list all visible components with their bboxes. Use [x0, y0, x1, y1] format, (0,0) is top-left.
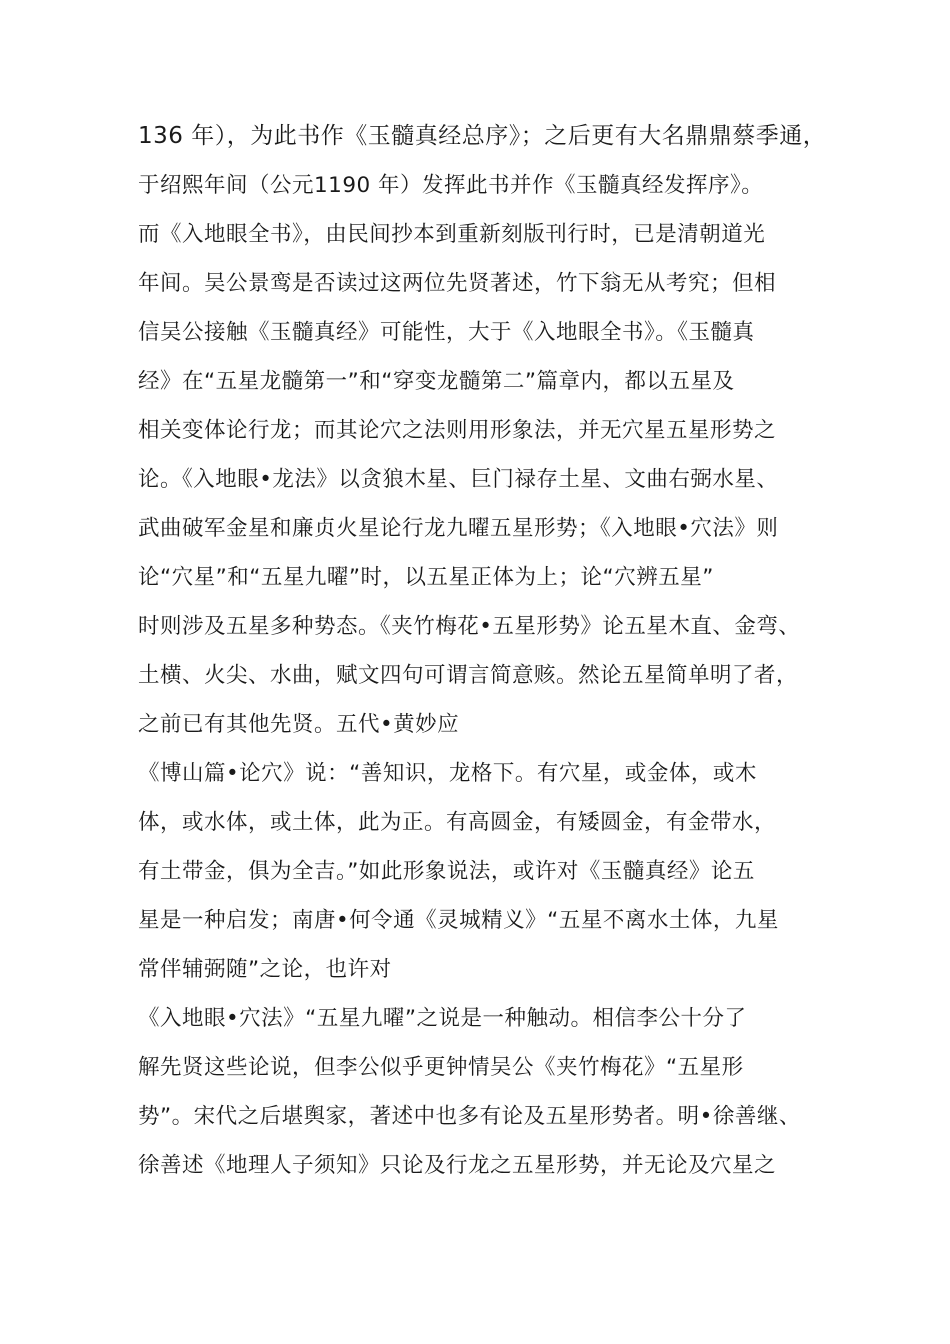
text-line: 年间。吴公景鸾是否读过这两位先贤著述，竹下翁无从考究；但相	[138, 271, 777, 296]
text-line: 武曲破军金星和廉贞火星论行龙九曜五星形势；《入地眼•穴法》则	[138, 516, 779, 541]
text-line: 之前已有其他先贤。五代•黄妙应	[138, 712, 460, 737]
text-line: 星是一种启发；南唐•何令通《灵城精义》“五星不离水土体，九星	[138, 908, 779, 933]
text-line: 《入地眼•穴法》“五星九曜”之说是一种触动。相信李公十分了	[138, 1006, 747, 1031]
text-line: 论。《入地眼•龙法》以贪狼木星、巨门禄存土星、文曲右弼水星、	[138, 467, 779, 492]
text-line: 论“穴星”和“五星九曜”时，以五星正体为上；论“穴辨五星”	[138, 565, 714, 590]
text-line: 土横、火尖、水曲，赋文四句可谓言简意赅。然论五星简单明了者，	[138, 663, 799, 688]
text-line: 相关变体论行龙；而其论穴之法则用形象法，并无穴星五星形势之	[138, 418, 777, 443]
body-text	[138, 112, 828, 1190]
text-line: 徐善述《地理人子须知》只论及行龙之五星形势，并无论及穴星之	[138, 1153, 777, 1178]
text-line: 势”。宋代之后堪舆家，著述中也多有论及五星形势者。明•徐善继、	[138, 1104, 801, 1129]
text-line: 解先贤这些论说，但李公似乎更钟情吴公《夹竹梅花》“五星形	[138, 1055, 744, 1080]
text-line: 经》在“五星龙髓第一”和“穿变龙髓第二”篇章内，都以五星及	[138, 369, 735, 394]
text-line: 信吴公接触《玉髓真经》可能性，大于《入地眼全书》。《玉髓真	[138, 320, 755, 345]
text-line: 《博山篇•论穴》说：“善知识，龙格下。有穴星，或金体，或木	[138, 761, 757, 786]
text-line: 136 年），为此书作《玉髓真经总序》；之后更有大名鼎鼎蔡季通，	[138, 123, 827, 149]
text-line: 而《入地眼全书》，由民间抄本到重新刻版刊行时，已是清朝道光	[138, 222, 766, 247]
text-line: 时则涉及五星多种势态。《夹竹梅花•五星形势》论五星木直、金弯、	[138, 614, 801, 639]
text-line: 常伴辅弼随”之论，也许对	[138, 957, 392, 982]
text-line: 体，或水体，或土体，此为正。有高圆金，有矮圆金，有金带水，	[138, 810, 777, 835]
text-line: 有土带金，俱为全吉。”如此形象说法，或许对《玉髓真经》论五	[138, 859, 755, 884]
text-line: 于绍熙年间（公元1190 年）发挥此书并作《玉髓真经发挥序》。	[138, 173, 764, 198]
